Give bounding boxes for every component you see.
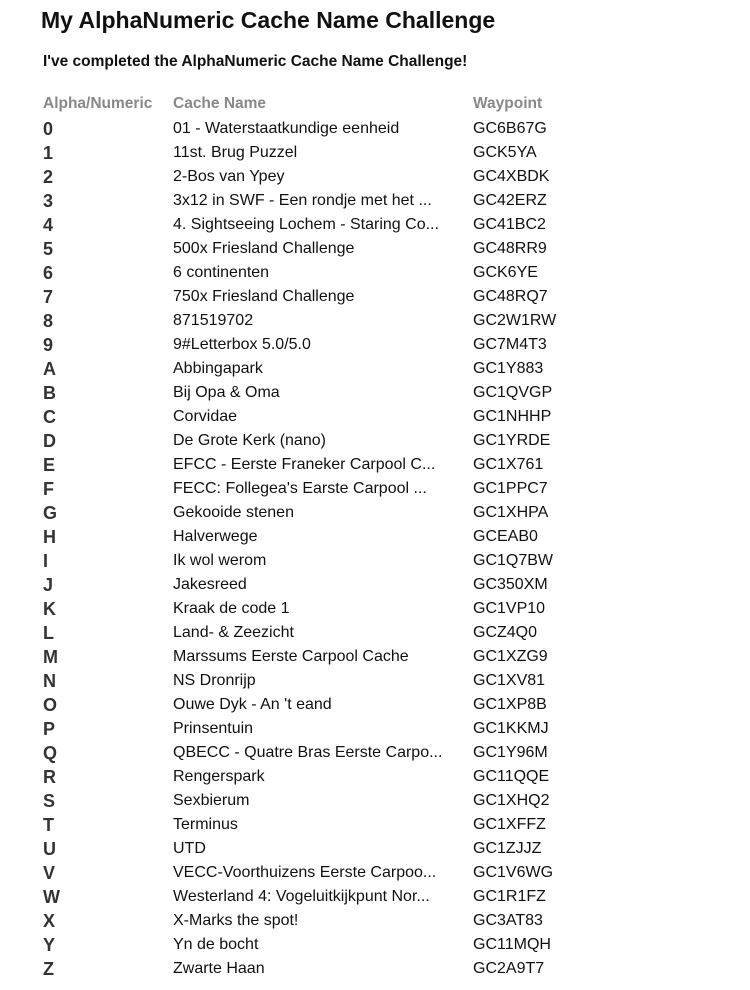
cache-name-cell: FECC: Follegea's Earste Carpool ... (173, 480, 427, 497)
table-row (43, 597, 603, 621)
alpha-numeric-cell: 6 (43, 262, 54, 283)
cache-name-cell: Terminus (173, 816, 238, 833)
cache-name-cell: Prinsentuin (173, 720, 254, 737)
waypoint-cell: GC1XP8B (473, 696, 547, 713)
alpha-numeric-cell: H (43, 526, 56, 547)
alpha-numeric-cell: 0 (43, 118, 54, 139)
table-row (43, 237, 603, 261)
cache-name-cell: X-Marks the spot! (173, 912, 299, 929)
cache-name-cell: 500x Friesland Challenge (173, 240, 355, 257)
table-row (43, 717, 603, 741)
cache-name-cell: QBECC - Quatre Bras Eerste Carpo... (173, 744, 443, 761)
cache-name-cell: Zwarte Haan (173, 960, 265, 977)
cache-name-cell: Rengerspark (173, 768, 265, 785)
alpha-numeric-cell: M (43, 646, 58, 667)
alpha-numeric-cell: X (43, 910, 56, 931)
table-row (43, 741, 603, 765)
table-row (43, 549, 603, 573)
table-row (43, 957, 603, 981)
alpha-numeric-cell: L (43, 622, 54, 643)
alpha-numeric-cell: O (43, 694, 58, 715)
cache-name-cell: Ouwe Dyk - An 't eand (173, 696, 332, 713)
waypoint-cell: GC48RQ7 (473, 288, 548, 305)
waypoint-cell: GC2W1RW (473, 312, 557, 329)
waypoint-cell: GC1PPC7 (473, 480, 548, 497)
table-row (43, 429, 603, 453)
waypoint-cell: GC2A9T7 (473, 960, 545, 977)
alpha-numeric-cell: I (43, 550, 49, 571)
cache-name-cell: Westerland 4: Vogeluitkijkpunt Nor... (173, 888, 430, 905)
table-row (43, 381, 603, 405)
cache-name-cell: Halverwege (173, 528, 258, 545)
alpha-numeric-cell: 5 (43, 238, 54, 259)
cache-name-cell: Sexbierum (173, 792, 250, 809)
header-alpha-numeric: Alpha/Numeric (43, 95, 153, 112)
waypoint-cell: GC42ERZ (473, 192, 547, 209)
waypoint-cell: GC1QVGP (473, 384, 553, 401)
alpha-numeric-cell: T (43, 814, 54, 835)
cache-name-cell: 871519702 (173, 312, 254, 329)
waypoint-cell: GC6B67G (473, 120, 547, 137)
waypoint-cell: GC7M4T3 (473, 336, 547, 353)
alpha-numeric-cell: W (43, 886, 60, 907)
table-row (43, 165, 603, 189)
alpha-numeric-cell: N (43, 670, 56, 691)
table-body (43, 117, 603, 981)
table-row (43, 621, 603, 645)
alpha-numeric-cell: P (43, 718, 56, 739)
waypoint-cell: GC1Y96M (473, 744, 548, 761)
alpha-numeric-cell: 8 (43, 310, 54, 331)
alpha-numeric-cell: E (43, 454, 56, 475)
cache-name-cell: 4. Sightseeing Lochem - Staring Co... (173, 216, 439, 233)
alpha-numeric-cell: 2 (43, 166, 54, 187)
cache-name-cell: 6 continenten (173, 264, 270, 281)
table-row (43, 693, 603, 717)
cache-name-cell: VECC-Voorthuizens Eerste Carpoo... (173, 864, 437, 881)
header-waypoint: Waypoint (473, 95, 543, 112)
table-row (43, 501, 603, 525)
cache-name-cell: 2-Bos van Ypey (173, 168, 285, 185)
table-row (43, 285, 603, 309)
table-row (43, 453, 603, 477)
table-row (43, 525, 603, 549)
page-title: My AlphaNumeric Cache Name Challenge (41, 7, 496, 33)
completion-statement: I've completed the AlphaNumeric Cache Name Challenge! (43, 53, 468, 70)
cache-name-cell: 9#Letterbox 5.0/5.0 (173, 336, 311, 353)
waypoint-cell: GC11QQE (473, 768, 550, 785)
table-row (43, 789, 603, 813)
waypoint-cell: GC1XHPA (473, 504, 549, 521)
waypoint-cell: GC1XFFZ (473, 816, 546, 833)
table-row (43, 837, 603, 861)
alpha-numeric-cell: C (43, 406, 56, 427)
alpha-numeric-cell: J (43, 574, 54, 595)
waypoint-cell: GC1X761 (473, 456, 544, 473)
waypoint-cell: GC1XHQ2 (473, 792, 550, 809)
alpha-numeric-cell: 3 (43, 190, 54, 211)
alpha-numeric-cell: Q (43, 742, 58, 763)
waypoint-cell: GC4XBDK (473, 168, 550, 185)
waypoint-cell: GCK6YE (473, 264, 538, 281)
table-row (43, 645, 603, 669)
table-header-row (43, 94, 603, 114)
waypoint-cell: GC1XZG9 (473, 648, 548, 665)
table-row (43, 261, 603, 285)
waypoint-cell: GC1R1FZ (473, 888, 546, 905)
cache-name-cell: UTD (173, 840, 206, 857)
waypoint-cell: GC41BC2 (473, 216, 546, 233)
table-row (43, 933, 603, 957)
waypoint-cell: GC1VP10 (473, 600, 546, 617)
waypoint-cell: GC1Y883 (473, 360, 544, 377)
cache-name-cell: De Grote Kerk (nano) (173, 432, 326, 449)
cache-name-cell: Yn de bocht (173, 936, 259, 953)
alpha-numeric-cell: 1 (43, 142, 54, 163)
waypoint-cell: GCEAB0 (473, 528, 538, 545)
cache-name-cell: Bij Opa & Oma (173, 384, 280, 401)
waypoint-cell: GC48RR9 (473, 240, 547, 257)
table-row (43, 117, 603, 141)
table-row (43, 573, 603, 597)
waypoint-cell: GC1ZJJZ (473, 840, 542, 857)
table-row (43, 813, 603, 837)
cache-name-cell: 01 - Waterstaatkundige eenheid (173, 120, 400, 137)
table-row (43, 357, 603, 381)
alpha-numeric-cell: F (43, 478, 54, 499)
challenge-table (43, 94, 603, 981)
table-row (43, 909, 603, 933)
table-row (43, 333, 603, 357)
cache-name-cell: Marssums Eerste Carpool Cache (173, 648, 409, 665)
table-row (43, 309, 603, 333)
waypoint-cell: GC1V6WG (473, 864, 554, 881)
waypoint-cell: GC1YRDE (473, 432, 551, 449)
table-row (43, 861, 603, 885)
cache-name-cell: Corvidae (173, 408, 238, 425)
waypoint-cell: GC1KKMJ (473, 720, 549, 737)
alpha-numeric-cell: V (43, 862, 56, 883)
table-row (43, 477, 603, 501)
table-row (43, 885, 603, 909)
waypoint-cell: GC1NHHP (473, 408, 552, 425)
table-row (43, 669, 603, 693)
alpha-numeric-cell: 4 (43, 214, 54, 235)
table-row (43, 213, 603, 237)
cache-name-cell: 11st. Brug Puzzel (173, 144, 298, 161)
cache-name-cell: Jakesreed (173, 576, 247, 593)
cache-name-cell: Kraak de code 1 (173, 600, 290, 617)
alpha-numeric-cell: G (43, 502, 58, 523)
waypoint-cell: GC1Q7BW (473, 552, 554, 569)
table-row (43, 765, 603, 789)
waypoint-cell: GC1XV81 (473, 672, 546, 689)
cache-name-cell: NS Dronrijp (173, 672, 256, 689)
cache-name-cell: 750x Friesland Challenge (173, 288, 355, 305)
alpha-numeric-cell: R (43, 766, 56, 787)
waypoint-cell: GCK5YA (473, 144, 537, 161)
waypoint-cell: GC11MQH (473, 936, 551, 953)
waypoint-cell: GC3AT83 (473, 912, 543, 929)
alpha-numeric-cell: A (43, 358, 56, 379)
cache-name-cell: 3x12 in SWF - Een rondje met het ... (173, 192, 432, 209)
alpha-numeric-cell: Z (43, 958, 54, 979)
waypoint-cell: GC350XM (473, 576, 548, 593)
alpha-numeric-cell: K (43, 598, 56, 619)
table-row (43, 141, 603, 165)
alpha-numeric-cell: Y (43, 934, 56, 955)
header-cache-name: Cache Name (173, 95, 267, 112)
waypoint-cell: GCZ4Q0 (473, 624, 538, 641)
alpha-numeric-cell: 9 (43, 334, 54, 355)
table-row (43, 189, 603, 213)
cache-name-cell: Ik wol werom (173, 552, 267, 569)
alpha-numeric-cell: B (43, 382, 56, 403)
cache-name-cell: Land- & Zeezicht (173, 624, 294, 641)
cache-name-cell: Gekooide stenen (173, 504, 294, 521)
cache-name-cell: Abbingapark (173, 360, 263, 377)
alpha-numeric-cell: U (43, 838, 56, 859)
table-row (43, 405, 603, 429)
alpha-numeric-cell: S (43, 790, 56, 811)
alpha-numeric-cell: 7 (43, 286, 54, 307)
cache-name-cell: EFCC - Eerste Franeker Carpool C... (173, 456, 436, 473)
alpha-numeric-cell: D (43, 430, 56, 451)
